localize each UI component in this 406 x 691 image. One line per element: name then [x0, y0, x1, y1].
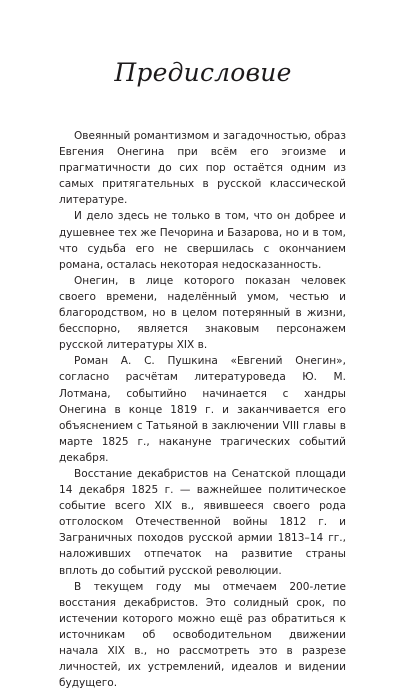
paragraph: И дело здесь не только в том, что он добрее и душевнее тех же Печорина и Базарова, но и в том, что судьба его не свершилась с окончанием романа, осталась некоторая недосказанность. — [59, 210, 346, 271]
paragraph: В текущем году мы отмечаем 200-летие восстания декабристов. Это солидный срок, по истечении которого можно ещё раз обратиться к источникам об освободительном движении начала XIX в., но рассмотреть это в разрезе личностей, их устремлений, идеалов и видении будущего. — [59, 580, 346, 690]
paragraph: Онегин, в лице которого показан человек своего времени, наделённый умом, честью и благородством, но в целом потерянный в жизни, бесспорно, является знаковым персонажем русской литературы XIX в. — [59, 274, 346, 352]
paragraph: Овеянный романтизмом и загадочностью, образ Евгения Онегина при всём его эгоизме и прагматичности до сих пор остаётся одним из самых притягательных в русской классической литературе. — [59, 130, 346, 207]
page-title: Предисловие — [114, 58, 292, 87]
body-text — [59, 128, 346, 691]
paragraph: Восстание декабристов на Сенатской площади 14 декабря 1825 г. — важнейшее политическое событие всего XIX в., явившееся своего рода отголоском Отечественной войны 1812 г. и Заграничных походов русской армии 1813–14 гг., наложивших отпечаток на развитие страны вплоть до событий русской революции. — [59, 467, 346, 577]
paragraph: Роман А. С. Пушкина «Евгений Онегин», согласно расчётам литературоведа Ю. М. Лотмана, событийно начинается с хандры Онегина в конце 1819 г. и заканчивается его объяснением с Татьяной в заключении VIII главы в марте 1825 г., накануне трагических событий декабря. — [59, 355, 346, 464]
